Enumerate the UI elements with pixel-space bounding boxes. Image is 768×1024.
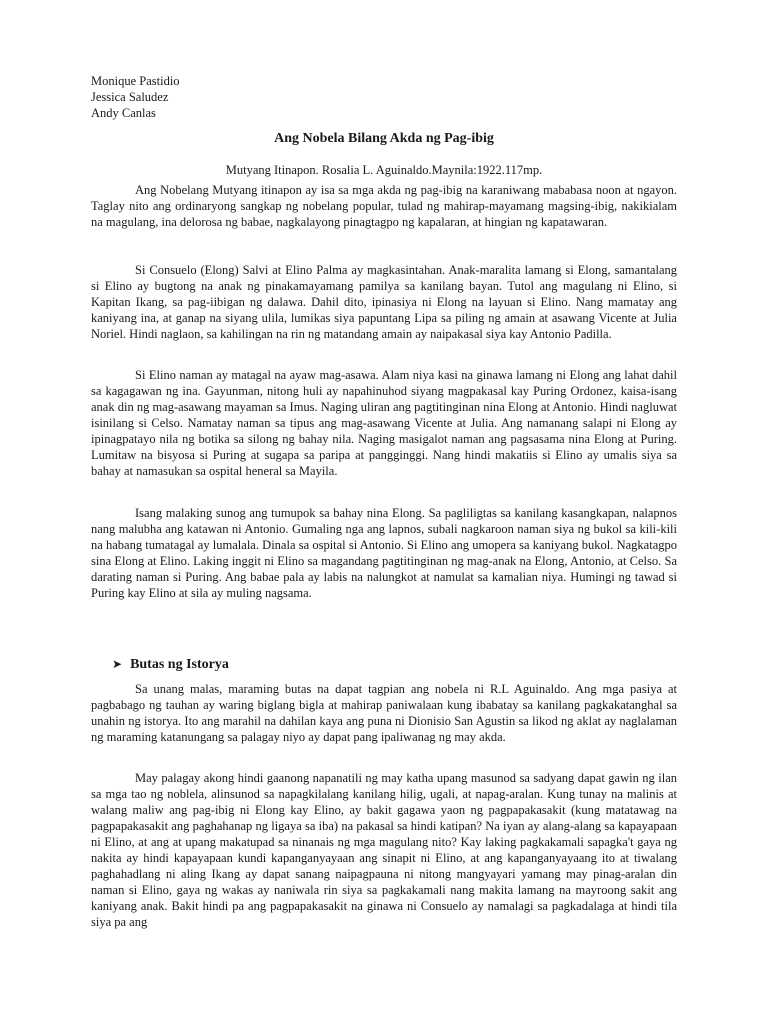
- paragraph-text: Ang Nobelang Mutyang itinapon ay isa sa mga akda ng pag-ibig na karaniwang mababasa noon at ngayon. Taglay nito ang ordinaryong sangkap ng nobelang popular, tulad ng mahirap-mayamang magsing-ibig, nakikialam na magulang, ina delorosa ng babae, nagkalayong pinagtagpo ng kapalaran, at hingian ng kapatawaran.: [91, 183, 677, 229]
- synopsis-paragraph-2: [91, 262, 677, 342]
- section-paragraph-2: [91, 770, 677, 930]
- document-title: Ang Nobela Bilang Akda ng Pag-ibig: [274, 131, 494, 146]
- paragraph-text: Si Consuelo (Elong) Salvi at Elino Palma ay magkasintahan. Anak-maralita lamang si Elong, samantalang si Elino ay bugtong na anak ng pinakamayamang pamilya sa kanilang bayan. Tutol ang magulang ni Elino, si Kapitan Ikang, sa pag-iibigan ng dalawa. Dahil dito, ipinasiya ni Elong na layuan si Elino. Nang mamatay ang kaniyang ina, at ganap na siyang ulila, lumikas siya papuntang Lipa sa piling ng amain at asawang Vicente at Julia Noriel. Hindi naglaon, sa kahilingan na rin ng matandang amain ay naipakasal siya kay Antonio Padilla.: [91, 263, 677, 341]
- paragraph-text: May palagay akong hindi gaanong napanatili ng may katha upang masunod sa sadyang dapat gawin ng ilan sa mga tao ng noblela, alinsunod sa napagkilalang kanilang hilig, ugali, at napag-aralan. Kung tunay na malinis at walang maliw ang pag-ibig ni Elong kay Elino, ay bakit gagawa yaon ng pagpapakasakit (kung matatawag na pagpapakasakit ang paghahanap ng ligaya sa iba) na pakasal sa hindi katipan? Na iyan ay alang-alang sa kapayapaan ni Elino, at ang at upang makatupad sa ninanais ng mga magulang nito? Kay laking pagkakamali sapagka't gaya ng nakita ay hindi kapayapaan kundi kapanganyayaan ang sinapit ni Elino, at ang kapanganyayaang ito at tiwalang paghahadlang ni aling Ikang ay dapat sanang naipagpauna ni nitong mangyayari yamang may pinag-aralan din naman si Elino, gaya ng wakas ay naniwala rin siya sa pagkakamali nang makita lamang na mayroong sakit ang kaniyang anak. Bakit hindi pa ang pagpapakasakit na ginawa ni Consuelo ay namalagi sa pagkadalaga at hindi tila siya pa ang: [91, 771, 677, 929]
- author-name: Monique Pastidio: [91, 74, 180, 88]
- paragraph-text: Sa unang malas, maraming butas na dapat tagpian ang nobela ni R.L Aguinaldo. Ang mga pasiya at pagbabago ng tauhan ay waring biglang bigla at mahirap paniwalaan kung ibabatay sa kanilang pagkakatanghal sa unahin ng istorya. Ito ang marahil na dahilan kaya ang puna ni Dionisio San Agustin sa likod ng aklat ay naglalaman ng maraming katanungang sa palagay niyo ay dapat pang ipaliwanag ng may akda.: [91, 682, 677, 744]
- section-heading-text: Butas ng Istorya: [130, 657, 229, 672]
- author-name: Jessica Saludez: [91, 90, 169, 104]
- section-heading: [112, 655, 229, 674]
- paragraph-text: Isang malaking sunog ang tumupok sa bahay nina Elong. Sa pagliligtas sa kanilang kasangkapan, nalapnos nang malubha ang katawan ni Antonio. Gumaling nga ang lapnos, subali nagkaroon naman siya ng bukol sa kili-kili na habang tumatagal ay lumalala. Dinala sa ospital si Antonio. Si Elino ang umopera sa kaniyang bukol. Nagkatagpo sina Elong at Elino. Laking inggit ni Elino sa magandang pagtitinginan ng mag-anak na Elong, Antonio, at Celso. Sa darating naman si Puring. Ang babae pala ay labis na nalungkot at namulat sa kamalian niya. Humingi ng tawad si Puring kay Elino at sila ay muling nagsama.: [91, 506, 677, 600]
- arrow-bullet-icon: ➤: [112, 657, 123, 671]
- synopsis-paragraph-4: [91, 505, 677, 601]
- synopsis-paragraph-3: [91, 367, 677, 479]
- book-citation: Mutyang Itinapon. Rosalia L. Aguinaldo.Maynila:1922.117mp.: [225, 163, 543, 177]
- paragraph-text: Si Elino naman ay matagal na ayaw mag-asawa. Alam niya kasi na ginawa lamang ni Elong ang lahat dahil sa kagagawan ng ina. Gayunman, nitong huli ay napahinuhod siyang magpakasal kay Puring Ordonez, kaisa-isang anak din ng mag-asawang mayaman sa Imus. Naging uliran ang pagtitinginan nina Elong at Antonio. Hindi nagluwat isinilang si Celso. Namatay naman sa tipus ang mag-asawang Vicente at Julia. Ang namanang salapi ni Elong ay ipinagpatayo nila ng botika sa silong ng bahay nila. Naging masigalot naman ang pagsasama nina Elong at Puring. Lumitaw na bisyosa si Puring at sugapa sa paripa at pangginggi. Nang hindi makatiis si Elino ay umalis siya sa bahay at namasukan sa ospital heneral sa Mayila.: [91, 368, 677, 478]
- author-list: [91, 73, 180, 121]
- author-name: Andy Canlas: [91, 106, 156, 120]
- synopsis-paragraph-1: [91, 182, 677, 230]
- section-paragraph-1: [91, 681, 677, 745]
